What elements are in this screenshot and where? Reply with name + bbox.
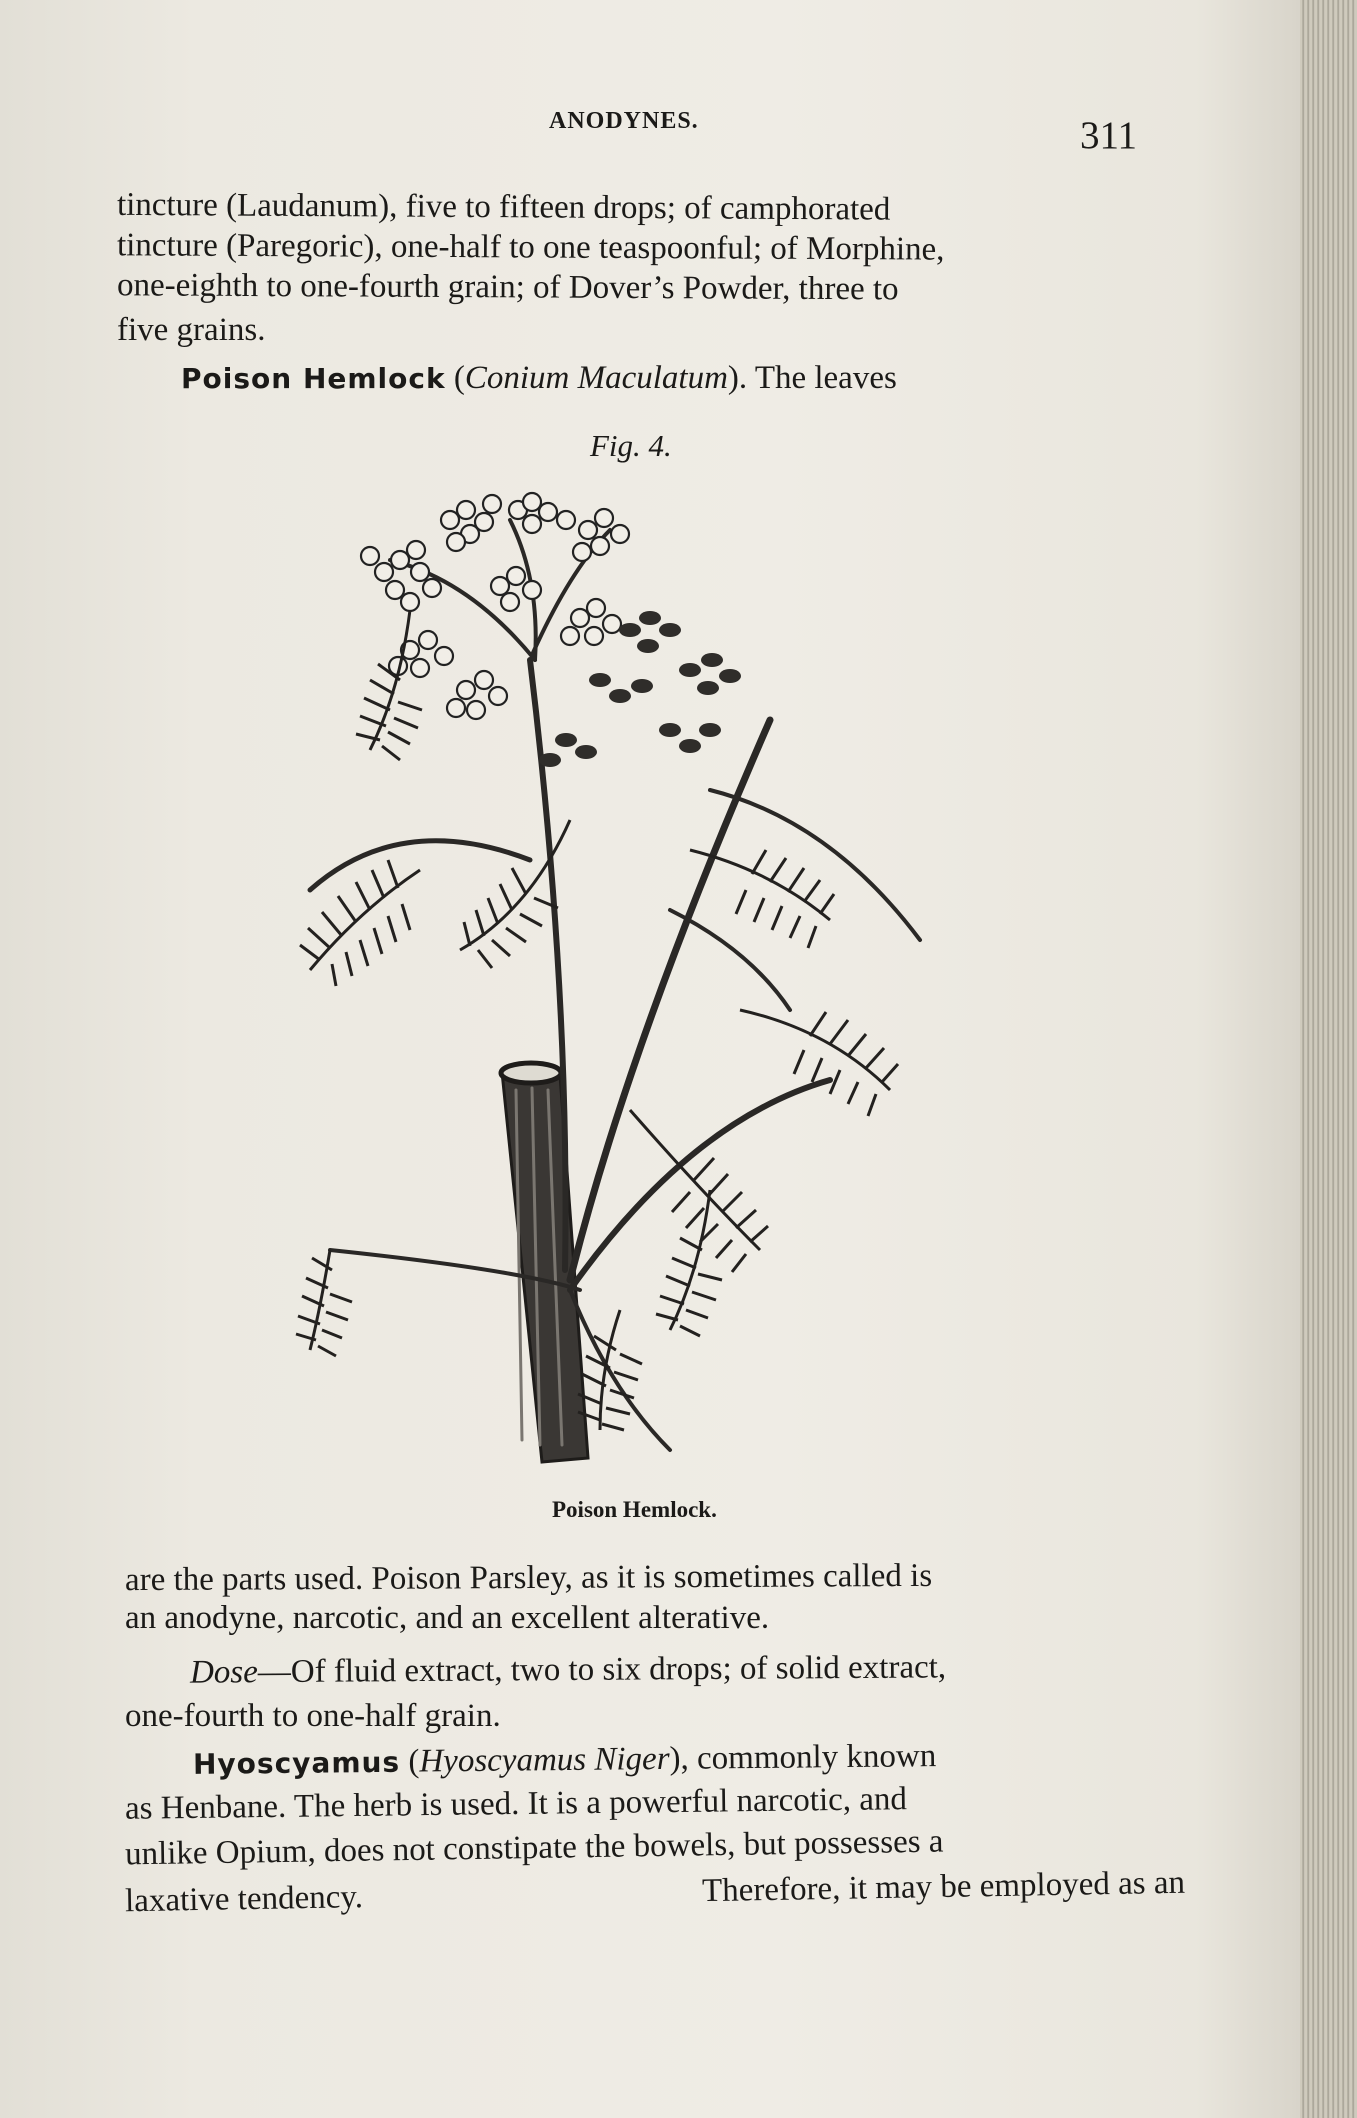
text-line: unlike Opium, does not constipate the bowels, but possesses a (124, 1823, 944, 1873)
running-title: ANODYNES. (549, 108, 699, 134)
hyoscyamus-term: Hyoscyamus (192, 1745, 401, 1781)
dose-text: —Of fluid extract, two to six drops; of solid extract, (257, 1649, 947, 1691)
hyoscyamus-line-rest: ), commonly known (669, 1738, 937, 1777)
hemlock-heading-line (181, 358, 897, 399)
text-line: are the parts used. Poison Parsley, as it is sometimes called is (124, 1557, 933, 1599)
poison-hemlock-illustration (270, 490, 1040, 1480)
dose-line (190, 1647, 946, 1692)
paren-open: ( (453, 360, 465, 396)
poison-hemlock-term: Poison Hemlock (181, 362, 446, 395)
page-number: 311 (1080, 114, 1138, 157)
figure-label: Fig. 4. (590, 428, 672, 463)
text-fragment: Therefore, it may be employed as an (701, 1864, 1186, 1910)
text-line: as Henbane. The herb is used. It is a powerful narcotic, and (124, 1781, 908, 1827)
latin-name: Conium Maculatum (464, 360, 728, 396)
hyoscyamus-heading-line (193, 1736, 937, 1785)
text-line: tincture (Laudanum), five to fifteen drops; of camphorated (116, 186, 891, 228)
text-line: an anodyne, narcotic, and an excellent alterative. (125, 1600, 770, 1636)
dose-label: Dose (189, 1654, 258, 1691)
figure-caption: Poison Hemlock. (552, 1497, 717, 1522)
text-line: tincture (Paregoric), one-half to one teaspoonful; of Morphine, (116, 227, 945, 268)
text-line: five grains. (117, 312, 266, 348)
hemlock-line-rest: ). The leaves (727, 360, 897, 396)
page-edges (1300, 0, 1357, 2118)
text-line: one-eighth to one-fourth grain; of Dover’s Powder, three to (116, 267, 899, 308)
paren-open: ( (408, 1743, 420, 1780)
latin-name: Hyoscyamus Niger (419, 1740, 670, 1780)
text-fragment: laxative tendency. (124, 1879, 364, 1920)
text-line: one-fourth to one-half grain. (125, 1698, 501, 1734)
